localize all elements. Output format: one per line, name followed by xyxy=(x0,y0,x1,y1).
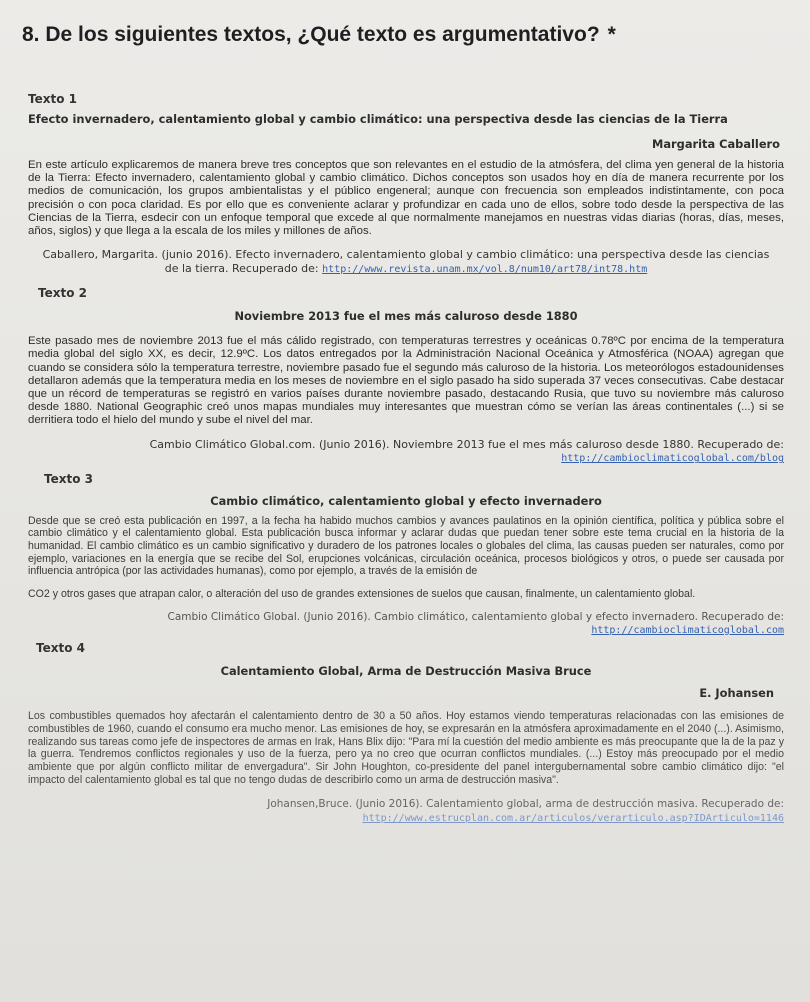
text-3-label: Texto 3 xyxy=(44,471,93,486)
text-4-label: Texto 4 xyxy=(36,641,85,656)
text-2-url-link[interactable]: http://cambioclimaticoglobal.com/blog xyxy=(561,453,784,465)
text-2-label: Texto 2 xyxy=(38,286,87,301)
text-3-reference xyxy=(28,611,784,638)
text-1 xyxy=(28,92,784,276)
text-4 xyxy=(28,641,784,825)
text-1-reference xyxy=(28,248,784,276)
text-1-author: Margarita Caballero xyxy=(652,136,780,151)
text-1-title: Efecto invernadero, calentamiento global y cambio climático: una perspectiva desde las ciencias de la Tierra xyxy=(28,112,728,127)
text-1-label: Texto 1 xyxy=(28,92,77,106)
text-2-reference-text: Cambio Climático Global.com. (Junio 2016). Noviembre 2013 fue el mes más caluroso desde 1880. Recuperado de: xyxy=(149,437,784,451)
required-asterisk: * xyxy=(607,23,616,46)
text-3-url-link[interactable]: http://cambioclimaticoglobal.com xyxy=(591,624,784,636)
text-4-paragraph: Los combustibles quemados hoy afectarán el calentamiento dentro de 30 a 50 años. Hoy estamos viendo temperaturas relacionadas con las emisiones de combustibles de 1960, cuando el consumo era mucho menor. Las emisiones de hoy, se expresarán en la atmósfera aproximadamente en el 2040 (...). Asimismo, realizando sus tareas como jefe de inspectores de armas en Irak, Hans Blix dijo: "Para mí la cuestión del medio ambiente es más preocupante que la de la paz y la guerra. Tendremos conflictos regionales y uso de la fuerza, pero ya no creo que ocurran conflictos mundiales. (...) Estoy más preocupado por el medio ambiente que por algún conflicto militar de envergadura". Sir John Houghton, co-presidente del panel intergubernamental sobre cambio climático dijo: "el impacto del calentamiento global es tal que no tengo dudas de describirlo como un arma de destrucción masiva". xyxy=(28,710,784,786)
question-body xyxy=(28,92,784,825)
text-3-title: Cambio climático, calentamiento global y efecto invernadero xyxy=(210,494,602,509)
text-3-paragraph-1: Desde que se creó esta publicación en 1997, a la fecha ha habido muchos cambios y avances paulatinos en la opinión científica, política y pública sobre el cambio climático y el calentamiento global. Esta publicación busca informar y aclarar dudas que puedan tener sobre este tema crucial en la historia de la humanidad. El cambio climático es un cambio significativo y duradero de los patrones locales o globales del clima, las causas pueden ser naturales, como por ejemplo, variaciones en la energía que se recibe del Sol, erupciones volcánicas, circulación oceánica, procesos biológicos y otros, o puede ser causada por influencia antrópica (por las actividades humanas), como por ejemplo, a través de la emisión de xyxy=(28,514,784,578)
text-4-reference-text: Johansen,Bruce. (Junio 2016). Calentamiento global, arma de destrucción masiva. Recuperado de: xyxy=(267,798,784,811)
text-4-url-link[interactable]: http://www.estrucplan.com.ar/articulos/verarticulo.asp?IDArticulo=1146 xyxy=(362,812,784,824)
text-4-reference xyxy=(28,798,784,825)
text-3-reference-text: Cambio Climático Global. (Junio 2016). Cambio climático, calentamiento global y efecto invernadero. Recuperado de: xyxy=(167,610,784,623)
text-1-url-link[interactable]: http://www.revista.unam.mx/vol.8/num10/art78/int78.htm xyxy=(322,263,648,275)
question-text: 8. De los siguientes textos, ¿Qué texto es argumentativo? xyxy=(22,23,600,46)
text-4-author: E. Johansen xyxy=(699,686,774,700)
text-1-reference-text: Caballero, Margarita. (junio 2016). Efecto invernadero, calentamiento global y cambio climático: una perspectiva desde las ciencias de la tierra. Recuperado de: xyxy=(42,248,770,275)
question-title xyxy=(22,22,792,47)
text-2 xyxy=(28,286,784,465)
text-4-title: Calentamiento Global, Arma de Destrucción Masiva Bruce xyxy=(220,663,592,678)
text-3 xyxy=(28,472,784,637)
text-3-paragraph-2: CO2 y otros gases que atrapan calor, o alteración del uso de grandes extensiones de suelos que causan, finalmente, un calentamiento global. xyxy=(28,588,696,601)
text-2-title: Noviembre 2013 fue el mes más caluroso desde 1880 xyxy=(234,308,578,323)
text-2-reference xyxy=(28,438,784,466)
text-2-paragraph: Este pasado mes de noviembre 2013 fue el más cálido registrado, con temperaturas terrestres y oceánicas 0.78ºC por encima de la temperatura media global del siglo XX, es decir, 12.9ºC. Los datos entregados por la Administración Nacional Oceánica y Atmosférica (NOAA) agregan que cuando se considera sólo la temperatura terrestre, noviembre pasado fue el segundo más caluroso de la historia. Los meteorólogos estadounidenses detallaron además que la temperatura media en los meses de noviembre en el siglo pasado ha sido superada 37 veces consecutivas. Cabe destacar que un récord de temperaturas se registró en varios países durante noviembre pasado, destacando Rusia, que tuvo su noviembre más caluroso desde 1880. National Geographic creó unos mapas mundiales muy interesantes que muestran cómo se verían las áreas continentales (...) si se derritiera todo el hielo del mundo y sube el nivel del mar. xyxy=(28,335,784,427)
text-1-paragraph: En este artículo explicaremos de manera breve tres conceptos que son relevantes en el estudio de la atmósfera, del clima yen general de la historia de la Tierra: Efecto invernadero, calentamiento global y cambio climático. Dichos conceptos son usados hoy en día de manera recurrente por los medios de comunicación, los grupos ambientalistas y el público engeneral; aunque con frecuencia son empleados indistintamente, con poca precisión o con poca claridad. Es por ello que es conveniente aclarar y profundizar en cada uno de ellos, sobre todo desde la perspectiva de las Ciencias de la Tierra, esdecir con un enfoque temporal que excede al que normalmente manejamos en nuestras vidas diarias (horas, días, meses, años, siglos) y que llega a la escala de los miles y millones de años. xyxy=(28,158,784,237)
